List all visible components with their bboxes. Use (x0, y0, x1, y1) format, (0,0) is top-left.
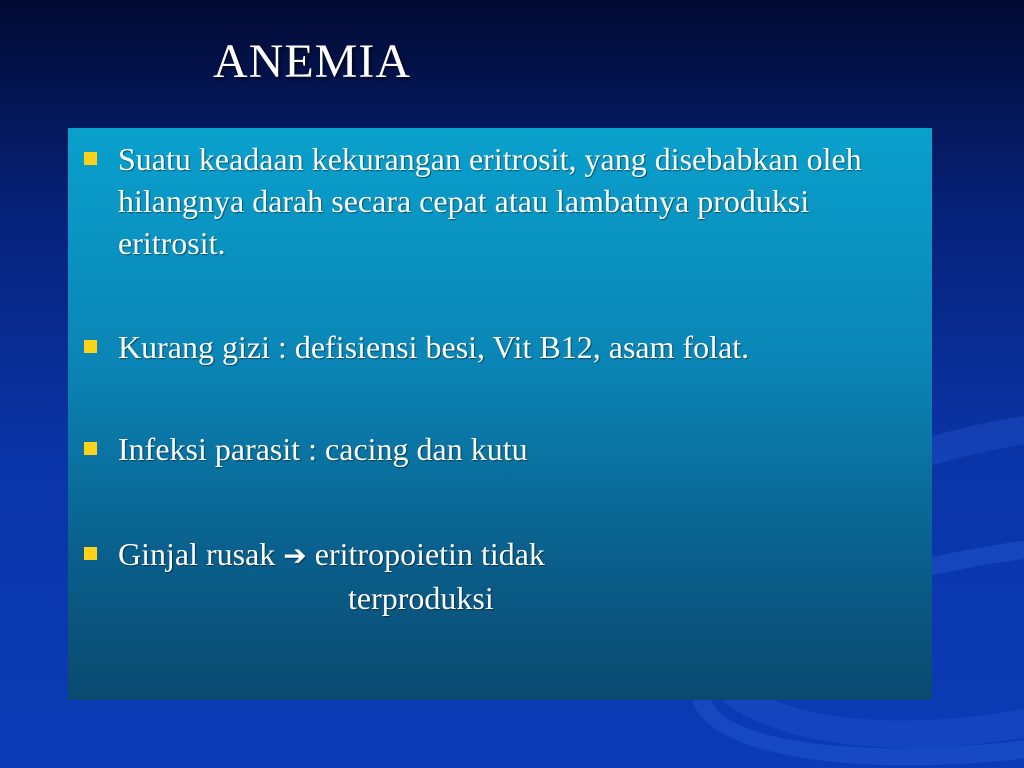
bullet-square-icon (84, 442, 97, 455)
bullet-item (84, 138, 884, 264)
slide-title: ANEMIA (213, 35, 411, 88)
bullet-text: Kurang gizi : defisiensi besi, Vit B12, asam folat. (118, 329, 750, 365)
content-box (68, 128, 932, 700)
bullet-text (84, 533, 884, 577)
bullet-item (84, 533, 884, 619)
bullet-text-part: eritropoietin tidak (314, 536, 545, 572)
right-arrow-icon: ➔ (283, 539, 307, 572)
bullet-text: Infeksi parasit : cacing dan kutu (118, 431, 528, 467)
bullet-item (84, 428, 884, 470)
bullet-text: Suatu keadaan kekurangan eritrosit, yang disebabkan oleh hilangnya darah secara cepat atau lambatnya produksi eritrosit. (118, 141, 862, 261)
bullet-square-icon (84, 152, 97, 165)
bullet-text-part: Ginjal rusak (118, 536, 276, 572)
bullet-item (84, 326, 884, 368)
bullet-square-icon (84, 340, 97, 353)
bullet-text-continued: terproduksi (348, 580, 494, 616)
bullet-square-icon (84, 547, 97, 560)
